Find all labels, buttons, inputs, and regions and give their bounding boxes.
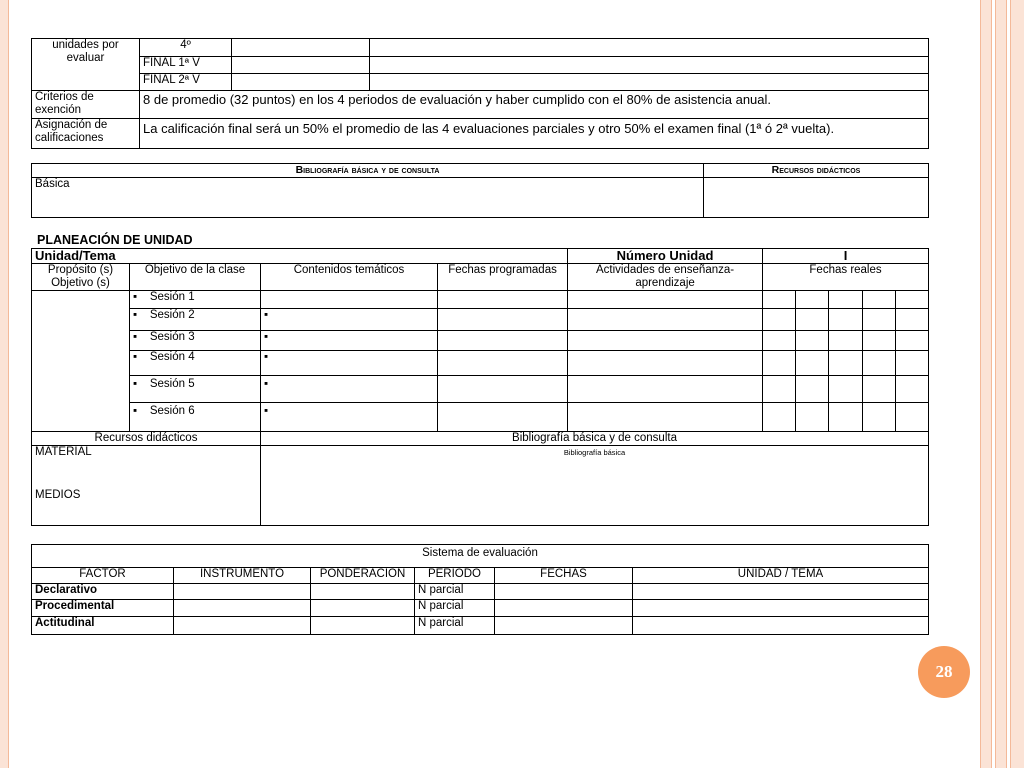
fechas-programadas-header: Fechas programadas <box>438 264 568 291</box>
unit-4-label: 4º <box>140 39 232 57</box>
factor-declarativo: Declarativo <box>32 584 174 600</box>
sistema-evaluacion-table <box>31 544 929 635</box>
factor-actitudinal: Actitudinal <box>32 617 174 635</box>
basica-label: Básica <box>32 178 704 218</box>
bibliografia-table <box>31 163 929 218</box>
sesion-1: ▪ Sesión 1 <box>130 291 261 309</box>
sesion-4: ▪ Sesión 4 <box>130 351 261 376</box>
planeacion-table <box>31 248 929 526</box>
recursos-header: Recursos didácticos <box>704 164 929 178</box>
objetivo-header: Objetivo de la clase <box>130 264 261 291</box>
contenido-bullet: ▪ <box>261 309 438 331</box>
unidad-tema-header: UNIDAD / TEMA <box>633 568 929 584</box>
material-medios-cell <box>32 446 261 526</box>
bibliografia-label: Bibliografía básica y de consulta <box>261 432 929 446</box>
slide-frame-left <box>0 0 9 768</box>
unidad-tema-label: Unidad/Tema <box>32 249 568 264</box>
contenido-bullet: ▪ <box>261 351 438 376</box>
table-row <box>32 600 929 617</box>
sistema-evaluacion-title: Sistema de evaluación <box>32 545 929 568</box>
page-number-badge: 28 <box>918 646 970 698</box>
asignacion-text: La calificación final será un 50% el promedio de las 4 evaluaciones parciales y otro 50% el examen final (1ª ó 2ª vuelta). <box>140 119 929 149</box>
instrumento-header: INSTRUMENTO <box>174 568 311 584</box>
sesion-3: ▪ Sesión 3 <box>130 331 261 351</box>
criterios-text: 8 de promedio (32 puntos) en los 4 periodos de evaluación y haber cumplido con el 80% de asistencia anual. <box>140 91 929 119</box>
evaluation-units-table <box>31 38 929 149</box>
sesion-2: ▪ Sesión 2 <box>130 309 261 331</box>
planeacion-title: PLANEACIÓN DE UNIDAD <box>37 233 193 247</box>
slide-frame-right <box>980 0 1024 768</box>
asignacion-label: Asignación de calificaciones <box>32 119 140 149</box>
sesion-5: ▪ Sesión 5 <box>130 376 261 403</box>
contenido-bullet: ▪ <box>261 376 438 403</box>
ponderacion-header: PONDERACION <box>311 568 415 584</box>
table-row <box>32 617 929 635</box>
numero-unidad-value: I <box>763 249 929 264</box>
sesion-6: ▪ Sesión 6 <box>130 403 261 432</box>
final-2-label: FINAL 2ª V <box>140 74 232 91</box>
contenido-bullet: ▪ <box>261 331 438 351</box>
medios-label: MEDIOS <box>35 489 81 501</box>
fechas-reales-header: Fechas reales <box>763 264 929 291</box>
final-1-label: FINAL 1ª V <box>140 57 232 74</box>
factor-header: FACTOR <box>32 568 174 584</box>
criterios-label: Criterios de exención <box>32 91 140 119</box>
factor-procedimental: Procedimental <box>32 600 174 617</box>
material-label: MATERIAL <box>35 446 92 458</box>
contenidos-header: Contenidos temáticos <box>261 264 438 291</box>
proposito-header: Propósito (s) Objetivo (s) <box>32 264 130 291</box>
periodo-header: PERIODO <box>415 568 495 584</box>
fechas-header: FECHAS <box>495 568 633 584</box>
periodo-value: N parcial <box>415 584 495 600</box>
biblio-basica-note: Bibliografía básica <box>563 448 626 457</box>
periodo-value: N parcial <box>415 617 495 635</box>
contenido-bullet: ▪ <box>261 403 438 432</box>
table-row <box>32 584 929 600</box>
recursos-didacticos-label: Recursos didácticos <box>32 432 261 446</box>
numero-unidad-label: Número Unidad <box>568 249 763 264</box>
actividades-header: Actividades de enseñanza-aprendizaje <box>568 264 763 291</box>
unidades-label: unidades por evaluar <box>32 39 140 91</box>
periodo-value: N parcial <box>415 600 495 617</box>
bibliografia-header: Bibliografía básica y de consulta <box>32 164 704 178</box>
